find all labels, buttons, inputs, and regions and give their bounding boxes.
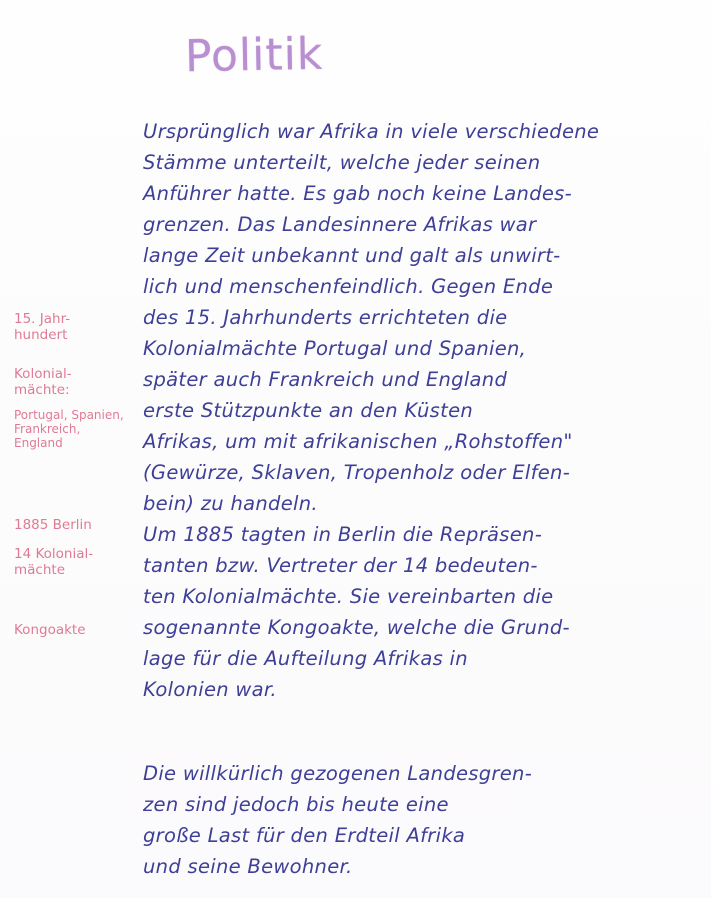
- text-line: des 15. Jahrhunderts errichteten die: [143, 306, 508, 329]
- text-line: lich und menschenfeindlich. Gegen Ende: [143, 275, 554, 298]
- text-line: lange Zeit unbekannt und galt als unwirt-: [143, 244, 561, 267]
- margin-note-berlin: 1885 Berlin: [14, 517, 92, 533]
- text-line: lage für die Aufteilung Afrikas in: [143, 647, 468, 670]
- text-line: große Last für den Erdteil Afrika: [143, 824, 466, 847]
- margin-note-jahrhundert: 15. Jahr- hundert: [14, 311, 71, 343]
- text-line: Anführer hatte. Es gab noch keine Landes-: [143, 182, 572, 205]
- margin-note-kolonialmaechte: Kolonial- mächte:: [14, 366, 72, 398]
- text-line: grenzen. Das Landesinnere Afrikas war: [143, 213, 537, 236]
- margin-note-kongoakte: Kongoakte: [14, 622, 86, 638]
- page-title: Politik: [184, 28, 324, 83]
- text-line: tanten bzw. Vertreter der 14 bedeuten-: [143, 554, 538, 577]
- text-line: (Gewürze, Sklaven, Tropenholz oder Elfen-: [143, 461, 571, 484]
- text-line: Ursprünglich war Afrika in viele verschiedene: [143, 120, 600, 143]
- text-line: Kolonien war.: [143, 678, 277, 701]
- text-line: sogenannte Kongoakte, welche die Grund-: [143, 616, 570, 639]
- text-line: Stämme unterteilt, welche jeder seinen: [143, 151, 541, 174]
- text-line: Kolonialmächte Portugal und Spanien,: [143, 337, 527, 360]
- text-line: zen sind jedoch bis heute eine: [143, 793, 449, 816]
- margin-note-vierzehn: 14 Kolonial- mächte: [14, 546, 94, 578]
- margin-note-laender: Portugal, Spanien, Frankreich, England: [14, 408, 124, 450]
- text-line: bein) zu handeln.: [143, 492, 318, 515]
- text-line: später auch Frankreich und England: [143, 368, 508, 391]
- text-line: erste Stützpunkte an den Küsten: [143, 399, 474, 422]
- text-line: Afrikas, um mit afrikanischen „Rohstoffen": [143, 430, 573, 453]
- text-line: und seine Bewohner.: [143, 855, 353, 878]
- text-line: Die willkürlich gezogenen Landesgren-: [143, 762, 533, 785]
- text-line: ten Kolonialmächte. Sie vereinbarten die: [143, 585, 554, 608]
- text-line: Um 1885 tagten in Berlin die Repräsen-: [143, 523, 543, 546]
